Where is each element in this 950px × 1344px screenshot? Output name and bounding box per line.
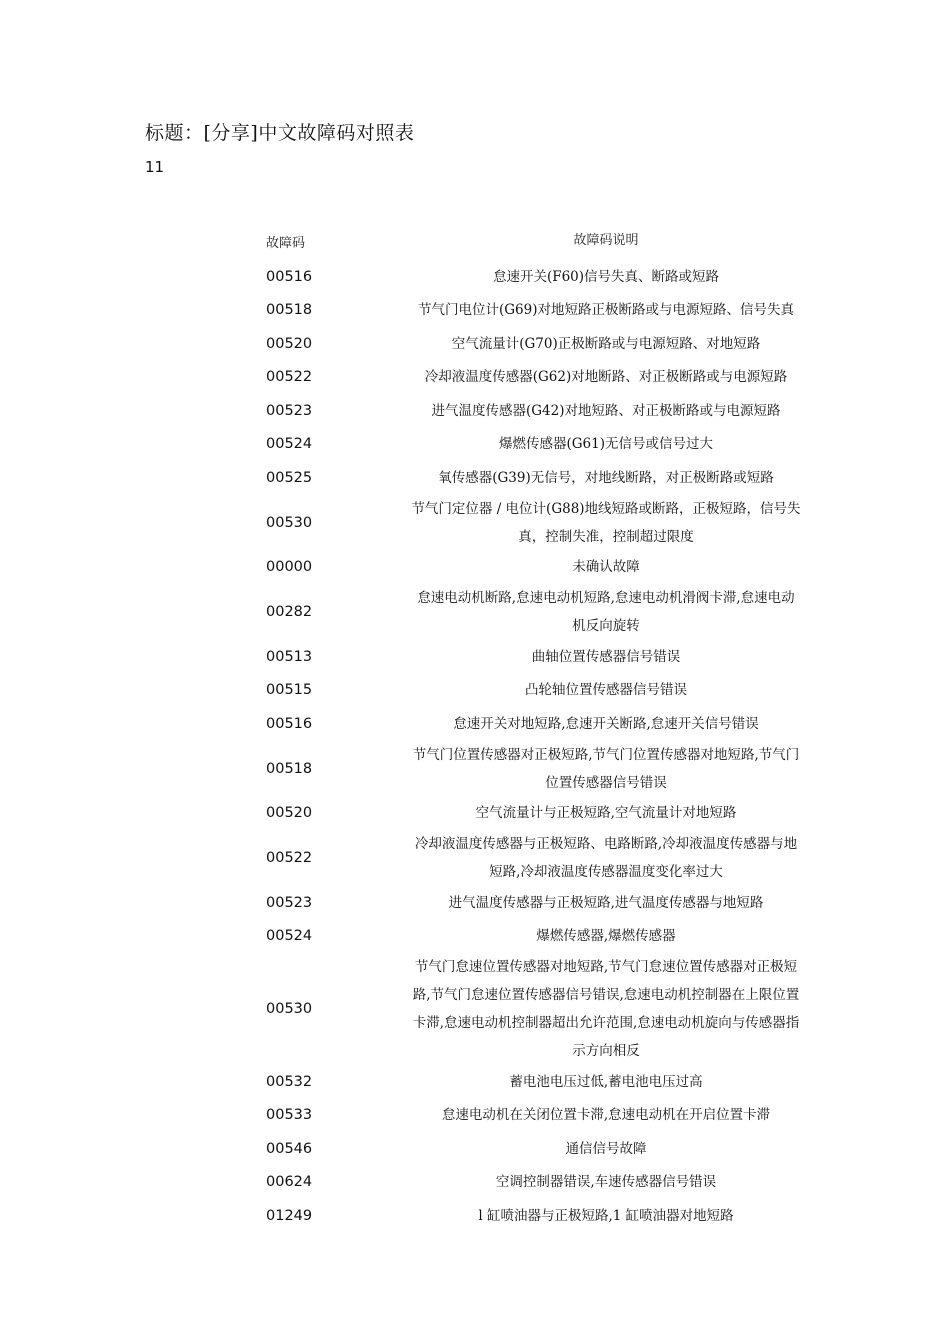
fault-description xyxy=(390,296,830,324)
fault-description xyxy=(390,464,830,492)
fault-code: 00624 xyxy=(266,1174,313,1191)
fault-code-table xyxy=(230,222,830,1233)
fault-code: 00515 xyxy=(266,682,313,699)
description-line: 爆燃传感器(G61)无信号或信号过大 xyxy=(499,436,713,453)
description-line: 怠速开关对地短路,怠速开关断路,怠速开关信号错误 xyxy=(453,715,759,732)
table-row xyxy=(230,260,830,294)
fault-code: 01249 xyxy=(266,1207,313,1224)
page-title: 标题：[分享]中文故障码对照表 xyxy=(145,122,415,144)
table-row xyxy=(230,428,830,462)
fault-description xyxy=(390,710,830,738)
description-line: 蓄电池电压过低,蓄电池电压过高 xyxy=(509,1073,703,1090)
description-line: 怠速电动机断路,怠速电动机短路,怠速电动机滑阀卡滞,怠速电动 xyxy=(417,590,795,606)
description-line: 空气流量计(G70)正极断路或与电源短路、对地短路 xyxy=(451,335,761,352)
fault-code: 00282 xyxy=(266,604,313,620)
fault-code: 00533 xyxy=(266,1107,313,1124)
table-body xyxy=(230,260,830,1233)
fault-description xyxy=(390,495,830,551)
description-line: 氧传感器(G39)无信号，对地线断路，对正极断路或短路 xyxy=(438,469,774,486)
description-line: 节气门电位计(G69)对地短路正极断路或与电源短路、信号失真 xyxy=(418,302,794,319)
description-line: 空调控制器错误,车速传感器信号错误 xyxy=(495,1174,717,1191)
description-line: 节气门怠速位置传感器对地短路,节气门怠速位置传感器对正极短 xyxy=(414,959,798,975)
table-row xyxy=(230,1099,830,1133)
fault-description xyxy=(390,1168,830,1196)
description-line: 进气温度传感器与正极短路,进气温度传感器与地短路 xyxy=(448,894,764,911)
fault-code: 00516 xyxy=(266,268,313,285)
fault-code: 00525 xyxy=(266,469,313,486)
fault-description xyxy=(390,889,830,917)
page-number: 11 xyxy=(145,158,165,176)
table-row xyxy=(230,327,830,361)
fault-code: 00516 xyxy=(266,715,313,732)
description-line: 真，控制失准，控制超过限度 xyxy=(518,528,694,545)
table-row xyxy=(230,920,830,954)
fault-description xyxy=(390,830,830,886)
fault-code: 00513 xyxy=(266,648,313,665)
description-line: 进气温度传感器(G42)对地短路、对正极断路或与电源短路 xyxy=(431,402,781,419)
table-row xyxy=(230,495,830,551)
fault-description xyxy=(390,922,830,950)
fault-description xyxy=(390,397,830,425)
table-row xyxy=(230,1065,830,1099)
fault-code: 00520 xyxy=(266,805,313,822)
table-row xyxy=(230,741,830,797)
description-line: 短路,冷却液温度传感器温度变化率过大 xyxy=(489,864,723,880)
fault-description xyxy=(390,953,830,1065)
table-row xyxy=(230,394,830,428)
table-row xyxy=(230,830,830,886)
table-row xyxy=(230,953,830,1065)
table-row xyxy=(230,1166,830,1200)
fault-code: 00522 xyxy=(266,369,313,386)
fault-code: 00530 xyxy=(266,1001,313,1017)
fault-description xyxy=(390,643,830,671)
description-line: 怠速开关(F60)信号失真、断路或短路 xyxy=(492,268,720,285)
fault-description xyxy=(390,330,830,358)
table-row xyxy=(230,707,830,741)
description-line: l 缸喷油器与正极短路,1 缸喷油器对地短路 xyxy=(478,1207,734,1224)
table-row xyxy=(230,361,830,395)
fault-description xyxy=(390,553,830,581)
fault-description xyxy=(390,584,830,640)
description-line: 怠速电动机在关闭位置卡滞,怠速电动机在开启位置卡滞 xyxy=(441,1107,771,1124)
description-line: 卡滞,怠速电动机控制器超出允许范围,怠速电动机旋向与传感器指 xyxy=(412,1015,800,1031)
table-row xyxy=(230,1199,830,1233)
fault-code: 00546 xyxy=(266,1140,313,1157)
description-line: 示方向相反 xyxy=(572,1043,640,1059)
fault-description xyxy=(390,363,830,391)
fault-description xyxy=(390,263,830,291)
fault-description xyxy=(390,1202,830,1230)
fault-code: 00522 xyxy=(266,850,313,866)
description-line: 路,节气门怠速位置传感器信号错误,怠速电动机控制器在上限位置 xyxy=(412,987,800,1003)
description-line: 位置传感器信号错误 xyxy=(545,774,667,791)
table-header-row xyxy=(230,222,830,260)
description-line: 节气门位置传感器对正极短路,节气门位置传感器对地短路,节气门 xyxy=(412,746,800,763)
fault-code: 00523 xyxy=(266,894,313,911)
description-line: 节气门定位器 / 电位计(G88)地线短路或断路，正极短路，信号失 xyxy=(411,500,801,517)
header-description: 故障码说明 xyxy=(573,233,639,248)
header-code: 故障码 xyxy=(266,235,306,251)
description-line: 冷却液温度传感器(G62)对地断路、对正极断路或与电源短路 xyxy=(424,369,788,386)
description-line: 通信信号故障 xyxy=(565,1140,647,1157)
fault-code: 00532 xyxy=(266,1073,313,1090)
table-row xyxy=(230,551,830,585)
description-line: 冷却液温度传感器与正极短路、电路断路,冷却液温度传感器与地 xyxy=(414,836,798,852)
fault-code: 00530 xyxy=(266,514,313,531)
description-line: 未确认故障 xyxy=(572,559,640,576)
table-row xyxy=(230,461,830,495)
table-row xyxy=(230,584,830,640)
fault-description xyxy=(390,1135,830,1163)
table-row xyxy=(230,674,830,708)
fault-description xyxy=(390,741,830,797)
description-line: 机反向旋转 xyxy=(572,618,640,634)
fault-code: 00518 xyxy=(266,760,313,777)
fault-code: 00524 xyxy=(266,436,313,453)
description-line: 凸轮轴位置传感器信号错误 xyxy=(525,682,687,699)
fault-description xyxy=(390,430,830,458)
fault-code: 00524 xyxy=(266,928,313,945)
table-row xyxy=(230,797,830,831)
fault-description xyxy=(390,1068,830,1096)
description-line: 爆燃传感器,爆燃传感器 xyxy=(536,928,676,945)
fault-code: 00523 xyxy=(266,402,313,419)
fault-description xyxy=(390,1101,830,1129)
table-row xyxy=(230,294,830,328)
fault-description xyxy=(390,799,830,827)
description-line: 曲轴位置传感器信号错误 xyxy=(531,648,681,665)
table-row xyxy=(230,640,830,674)
fault-code: 00520 xyxy=(266,335,313,352)
fault-description xyxy=(390,676,830,704)
description-line: 空气流量计与正极短路,空气流量计对地短路 xyxy=(475,805,737,822)
table-row xyxy=(230,886,830,920)
fault-code: 00000 xyxy=(266,559,313,576)
table-row xyxy=(230,1132,830,1166)
fault-code: 00518 xyxy=(266,302,313,319)
